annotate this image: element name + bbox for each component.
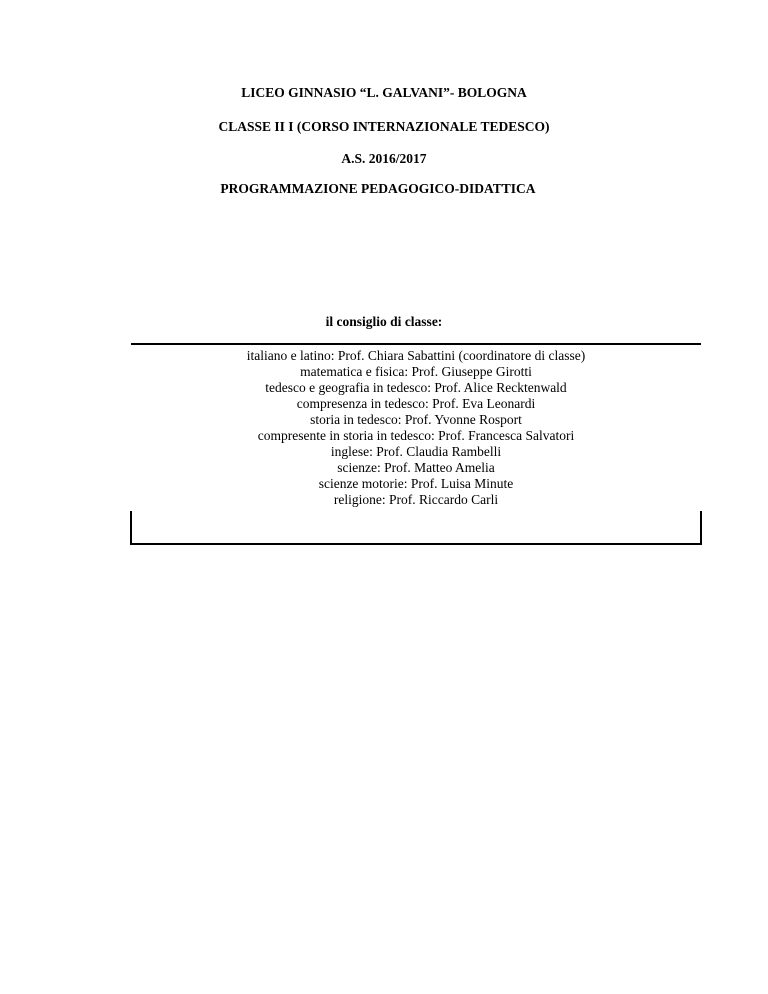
council-title: il consiglio di classe: (325, 314, 443, 329)
class-title: CLASSE II I (CORSO INTERNAZIONALE TEDESCO) (218, 119, 550, 134)
council-member: compresente in storia in tedesco: Prof. Francesca Salvatori (257, 428, 575, 443)
council-member: tedesco e geografia in tedesco: Prof. Alice Recktenwald (265, 380, 567, 395)
council-member: storia in tedesco: Prof. Yvonne Rosport (310, 412, 522, 427)
council-member: scienze: Prof. Matteo Amelia (337, 460, 495, 475)
school-title: LICEO GINNASIO “L. GALVANI”- BOLOGNA (241, 85, 527, 100)
council-member: italiano e latino: Prof. Chiara Sabattini (coordinatore di classe) (246, 348, 586, 363)
council-member: religione: Prof. Riccardo Carli (333, 492, 499, 507)
council-member-list (130, 348, 702, 508)
council-member: scienze motorie: Prof. Luisa Minute (318, 476, 514, 491)
school-year: A.S. 2016/2017 (341, 151, 427, 166)
council-member: compresenza in tedesco: Prof. Eva Leonardi (296, 396, 536, 411)
council-member: inglese: Prof. Claudia Rambelli (330, 444, 502, 459)
council-box-frame (130, 511, 702, 545)
council-member: matematica e fisica: Prof. Giuseppe Girotti (300, 364, 532, 379)
document-title: PROGRAMMAZIONE PEDAGOGICO-DIDATTICA (220, 181, 536, 196)
council-box-top-rule (131, 343, 701, 345)
